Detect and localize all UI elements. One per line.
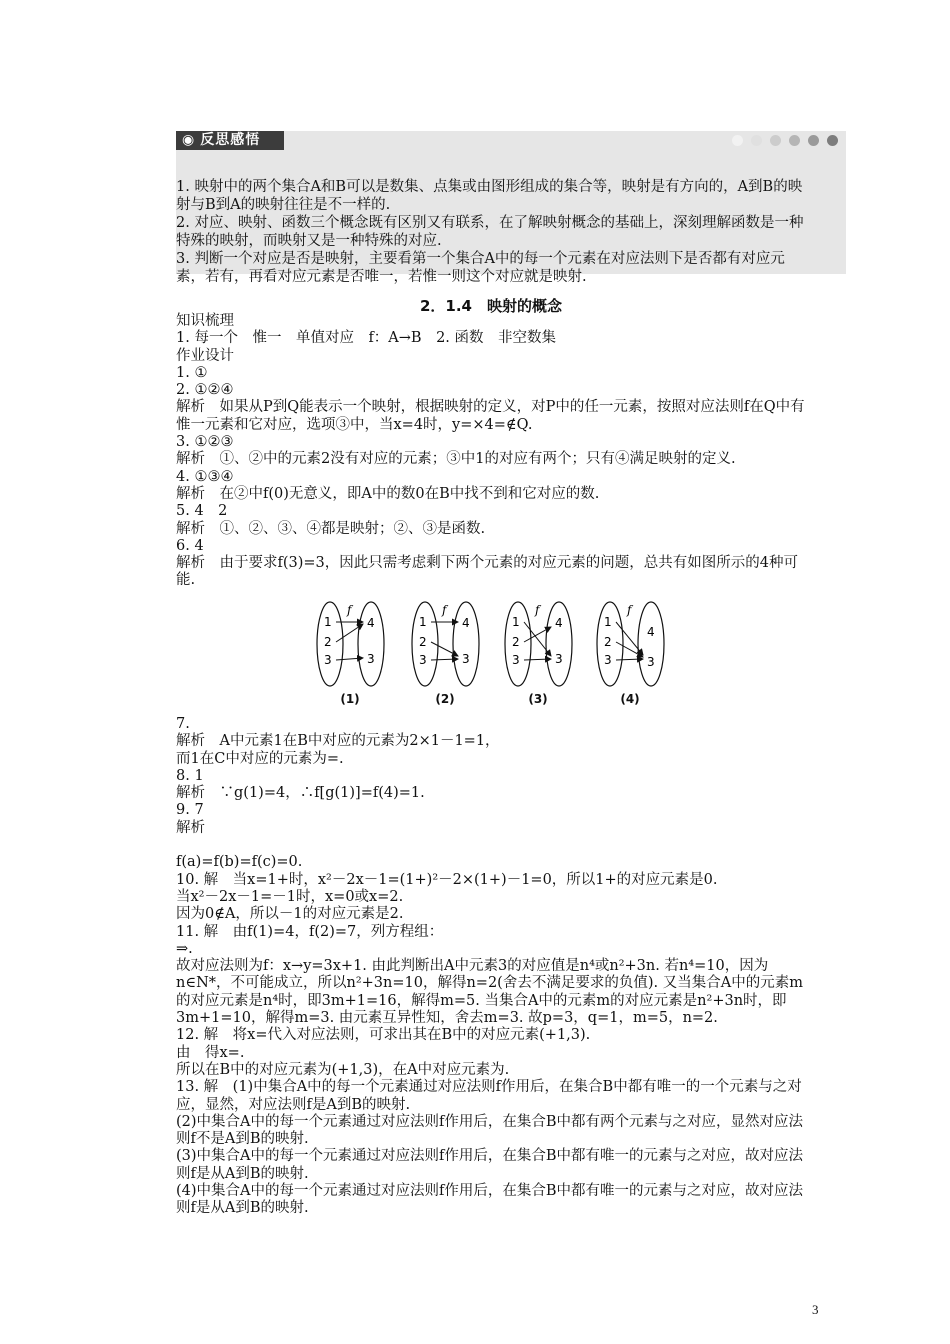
blank-line (176, 837, 810, 854)
answer-line: 1. ① (176, 364, 208, 381)
domain-element-label: 3 (324, 653, 332, 667)
solution-line: 11. 解 由f(1)=4，f(2)=7，列方程组： (176, 923, 444, 940)
domain-element-label: 3 (512, 653, 520, 667)
dot-icon (789, 135, 800, 146)
decorative-dots (724, 135, 838, 146)
codomain-element-label: 4 (647, 625, 655, 639)
mapping-figure-3 (498, 600, 578, 710)
mapping-figure-4 (590, 600, 670, 710)
figure-caption: (1) (340, 692, 360, 706)
dot-icon (808, 135, 819, 146)
target-icon: ◉ (182, 132, 196, 148)
answer-line: 3. ①②③ (176, 434, 234, 451)
answer-line: 9. 7 (176, 802, 204, 819)
dot-icon (751, 135, 762, 146)
solution-line: 因为0∉A，所以－1的对应元素是2. (176, 906, 404, 923)
figure-caption: (3) (528, 692, 548, 706)
codomain-element-label: 3 (555, 652, 563, 666)
reflection-point: 3. 判断一个对应是否是映射，主要看第一个集合A中的每一个元素在对应法则下是否都有对应元素，若有，再看对应元素是否唯一，若惟一则这个对应就是映射. (176, 251, 785, 285)
solution-paragraph: 故对应法则为f：x→y=3x+1. 由此判断出A中元素3的对应值是n⁴或n²+3n. 若n⁴=10，因为n∈N*，不可能成立，所以n²+3n=10，解得n=2(舍去不满足要求的负值). 又当集合A中的元素m的对应元素是n⁴时，即3m+1=16，解得m=5. 当集合A中的元素m的对应元素是n²+3n时，即3m+1=10，解得m=3. 由元素互异性知，舍去m=3. 故p=3，q=1，m=5，n=2. (176, 958, 803, 1027)
answer-line: 7. (176, 716, 190, 732)
domain-element-label: 3 (604, 653, 612, 667)
explanation-line: 解析 如果从P到Q能表示一个映射，根据映射的定义，对P中的任一元素，按照对应法则f在Q中有惟一元素和它对应，选项③中，当x=4时，y=×4=∉Q. (176, 399, 805, 433)
function-label: f (627, 603, 632, 617)
explanation-line: 解析 在②中f(0)无意义，即A中的数0在B中找不到和它对应的数. (176, 485, 600, 502)
solution-paragraph: 13. 解 (1)中集合A中的每一个元素通过对应法则f作用后，在集合B中都有唯一的一个元素与之对应，显然，对应法则f是A到B的映射. (176, 1079, 802, 1113)
codomain-element-label: 3 (367, 652, 375, 666)
domain-element-label: 1 (604, 615, 612, 629)
solution-paragraph: (3)中集合A中的每一个元素通过对应法则f作用后，在集合B中都有唯一的元素与之对应，故对应法则f是从A到B的映射. (176, 1148, 804, 1182)
solution-line: 由 得x=. (176, 1044, 245, 1061)
reflection-box (176, 150, 846, 285)
heading-homework: 作业设计 (176, 347, 234, 364)
mapping-figure-1 (310, 600, 390, 710)
function-label: f (347, 603, 352, 617)
answer-line: 1. 每一个 惟一 单值对应 f：A→B 2. 函数 非空数集 (176, 330, 557, 347)
explanation-line: 解析 ①、②、③、④都是映射；②、③是函数. (176, 520, 486, 537)
domain-element-label: 2 (512, 635, 520, 649)
reflection-point: 1. 映射中的两个集合A和B可以是数集、点集或由图形组成的集合等，映射是有方向的，A到B的映射与B到A的映射往往是不一样的. (176, 179, 803, 213)
domain-element-label: 1 (324, 615, 332, 629)
explanation-line: 解析 由于要求f(3)=3，因此只需考虑剩下两个元素的对应元素的问题，总共有如图所示的4种可能. (176, 555, 799, 589)
codomain-element-label: 3 (462, 652, 470, 666)
answer-line: 8. 1 (176, 767, 204, 784)
reflection-point: 2. 对应、映射、函数三个概念既有区别又有联系，在了解映射概念的基础上，深刻理解函数是一种特殊的映射，而映射又是一种特殊的对应. (176, 215, 804, 249)
answer-line: 6. 4 (176, 537, 204, 554)
domain-element-label: 2 (324, 635, 332, 649)
section-title: 2．1.4 映射的概念 (419, 297, 562, 315)
answer-line: 5. 4 2 (176, 503, 228, 520)
domain-element-label: 1 (419, 615, 427, 629)
function-label: f (442, 603, 447, 617)
answers-part-2 (176, 716, 810, 1218)
page-number: 3 (812, 1302, 819, 1317)
answers-part-1 (176, 313, 810, 590)
mapping-figure-2 (405, 600, 485, 710)
function-label: f (535, 603, 540, 617)
codomain-element-label: 3 (647, 655, 655, 669)
reflection-title: 反思感悟 (200, 132, 261, 148)
reflection-tab (176, 131, 284, 150)
explanation-line: 解析 A中元素1在B中对应的元素为2×1－1=1， (176, 733, 500, 750)
heading-knowledge: 知识梳理 (176, 313, 234, 329)
explanation-line: 解析 ∵g(1)=4，∴f[g(1)]=f(4)=1. (176, 785, 425, 802)
mapping-figures (310, 600, 670, 710)
domain-element-label: 2 (419, 635, 427, 649)
figure-caption: (4) (620, 692, 640, 706)
explanation-line: 而1在C中对应的元素为=. (176, 750, 344, 767)
dot-icon (827, 135, 838, 146)
explanation-line: 解析 ①、②中的元素2没有对应的元素；③中1的对应有两个；只有④满足映射的定义. (176, 451, 736, 468)
reflection-banner (176, 131, 846, 150)
solution-line: ⇒. (176, 940, 193, 957)
solution-line: 10. 解 当x=1+时，x²－2x－1=(1+)²－2×(1+)－1=0，所以1+的对应元素是0. (176, 871, 718, 888)
codomain-element-label: 4 (462, 616, 470, 630)
dot-icon (770, 135, 781, 146)
explanation-line: f(a)=f(b)=f(c)=0. (176, 854, 303, 871)
codomain-element-label: 4 (555, 616, 563, 630)
domain-element-label: 1 (512, 615, 520, 629)
solution-line: 12. 解 将x=代入对应法则，可求出其在B中的对应元素(+1,3). (176, 1027, 591, 1044)
answer-line: 2. ①②④ (176, 382, 234, 399)
solution-line: 所以在B中的对应元素为(+1,3)，在A中对应元素为. (176, 1061, 510, 1078)
domain-element-label: 3 (419, 653, 427, 667)
domain-element-label: 2 (604, 635, 612, 649)
codomain-element-label: 4 (367, 616, 375, 630)
figure-caption: (2) (435, 692, 455, 706)
solution-paragraph: (4)中集合A中的每一个元素通过对应法则f作用后，在集合B中都有唯一的元素与之对应，故对应法则f是从A到B的映射. (176, 1183, 804, 1217)
solution-line: 当x²－2x－1=－1时，x=0或x=2. (176, 888, 404, 905)
explanation-line: 解析 (176, 819, 205, 836)
answer-line: 4. ①③④ (176, 468, 234, 485)
dot-icon (732, 135, 743, 146)
solution-paragraph: (2)中集合A中的每一个元素通过对应法则f作用后，在集合B中都有两个元素与之对应，显然对应法则f不是A到B的映射. (176, 1113, 804, 1148)
